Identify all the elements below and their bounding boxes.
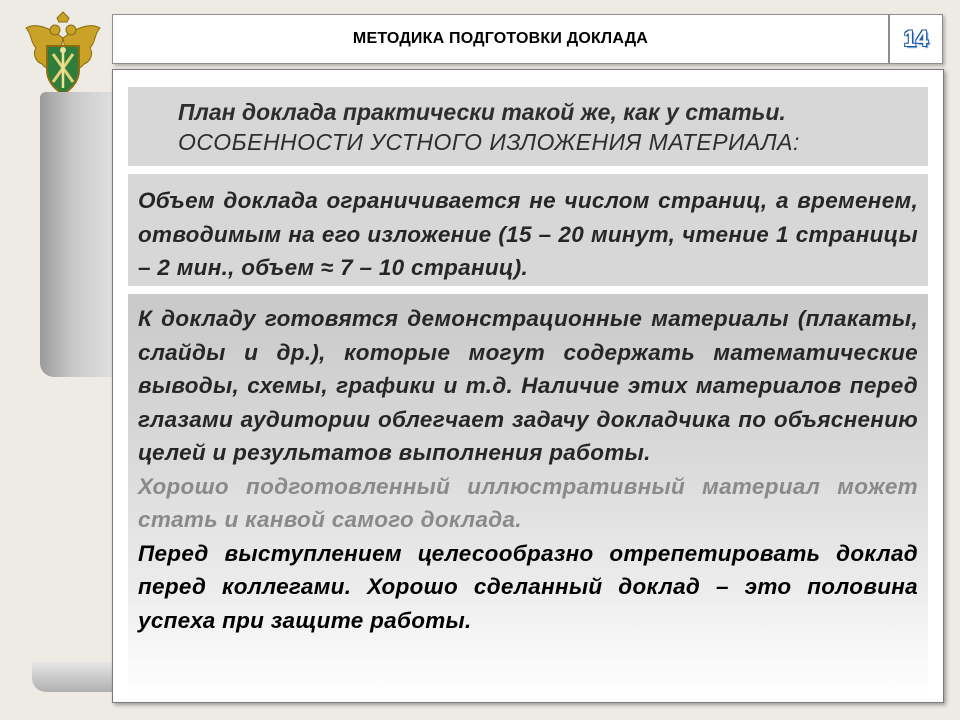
decorative-side-shadow-bottom (32, 662, 112, 692)
intro-line-2: ОСОБЕННОСТИ УСТНОГО ИЗЛОЖЕНИЯ МАТЕРИАЛА: (178, 129, 800, 155)
volume-text: Объем доклада ограничивается не числом страниц, а временем, отводимым на его изложение (15 – 20 минут, чтение 1 страницы – 2 мин., объем ≈ 7 – 10 страниц). (138, 188, 918, 280)
materials-block (128, 294, 928, 694)
intro-block (128, 87, 928, 166)
customs-emblem-icon (22, 8, 104, 104)
intro-line-1: План доклада практически такой же, как у статьи. (178, 99, 786, 125)
slide-number: 14 (903, 26, 929, 51)
rehearsal-paragraph: Перед выступлением целесообразно отрепетировать доклад перед коллегами. Хорошо сделанный доклад – это половина успеха при защите работы. (138, 540, 918, 633)
materials-paragraph: К докладу готовятся демонстрационные материалы (плакаты, слайды и др.), которые могут содержать математические выводы, схемы, графики и т.д. Наличие этих материалов перед глазами аудитории облегчает задачу докладчика по объяснению целей и результатов выполнения работы. (138, 306, 918, 465)
volume-block (128, 174, 928, 286)
slide-number-box (889, 14, 943, 64)
decorative-side-shadow (40, 92, 120, 377)
slide-title: МЕТОДИКА ПОДГОТОВКИ ДОКЛАДА (352, 30, 649, 47)
illustrative-paragraph: Хорошо подготовленный иллюстративный материал может стать и канвой самого доклада. (138, 473, 918, 532)
title-bar (112, 14, 889, 64)
